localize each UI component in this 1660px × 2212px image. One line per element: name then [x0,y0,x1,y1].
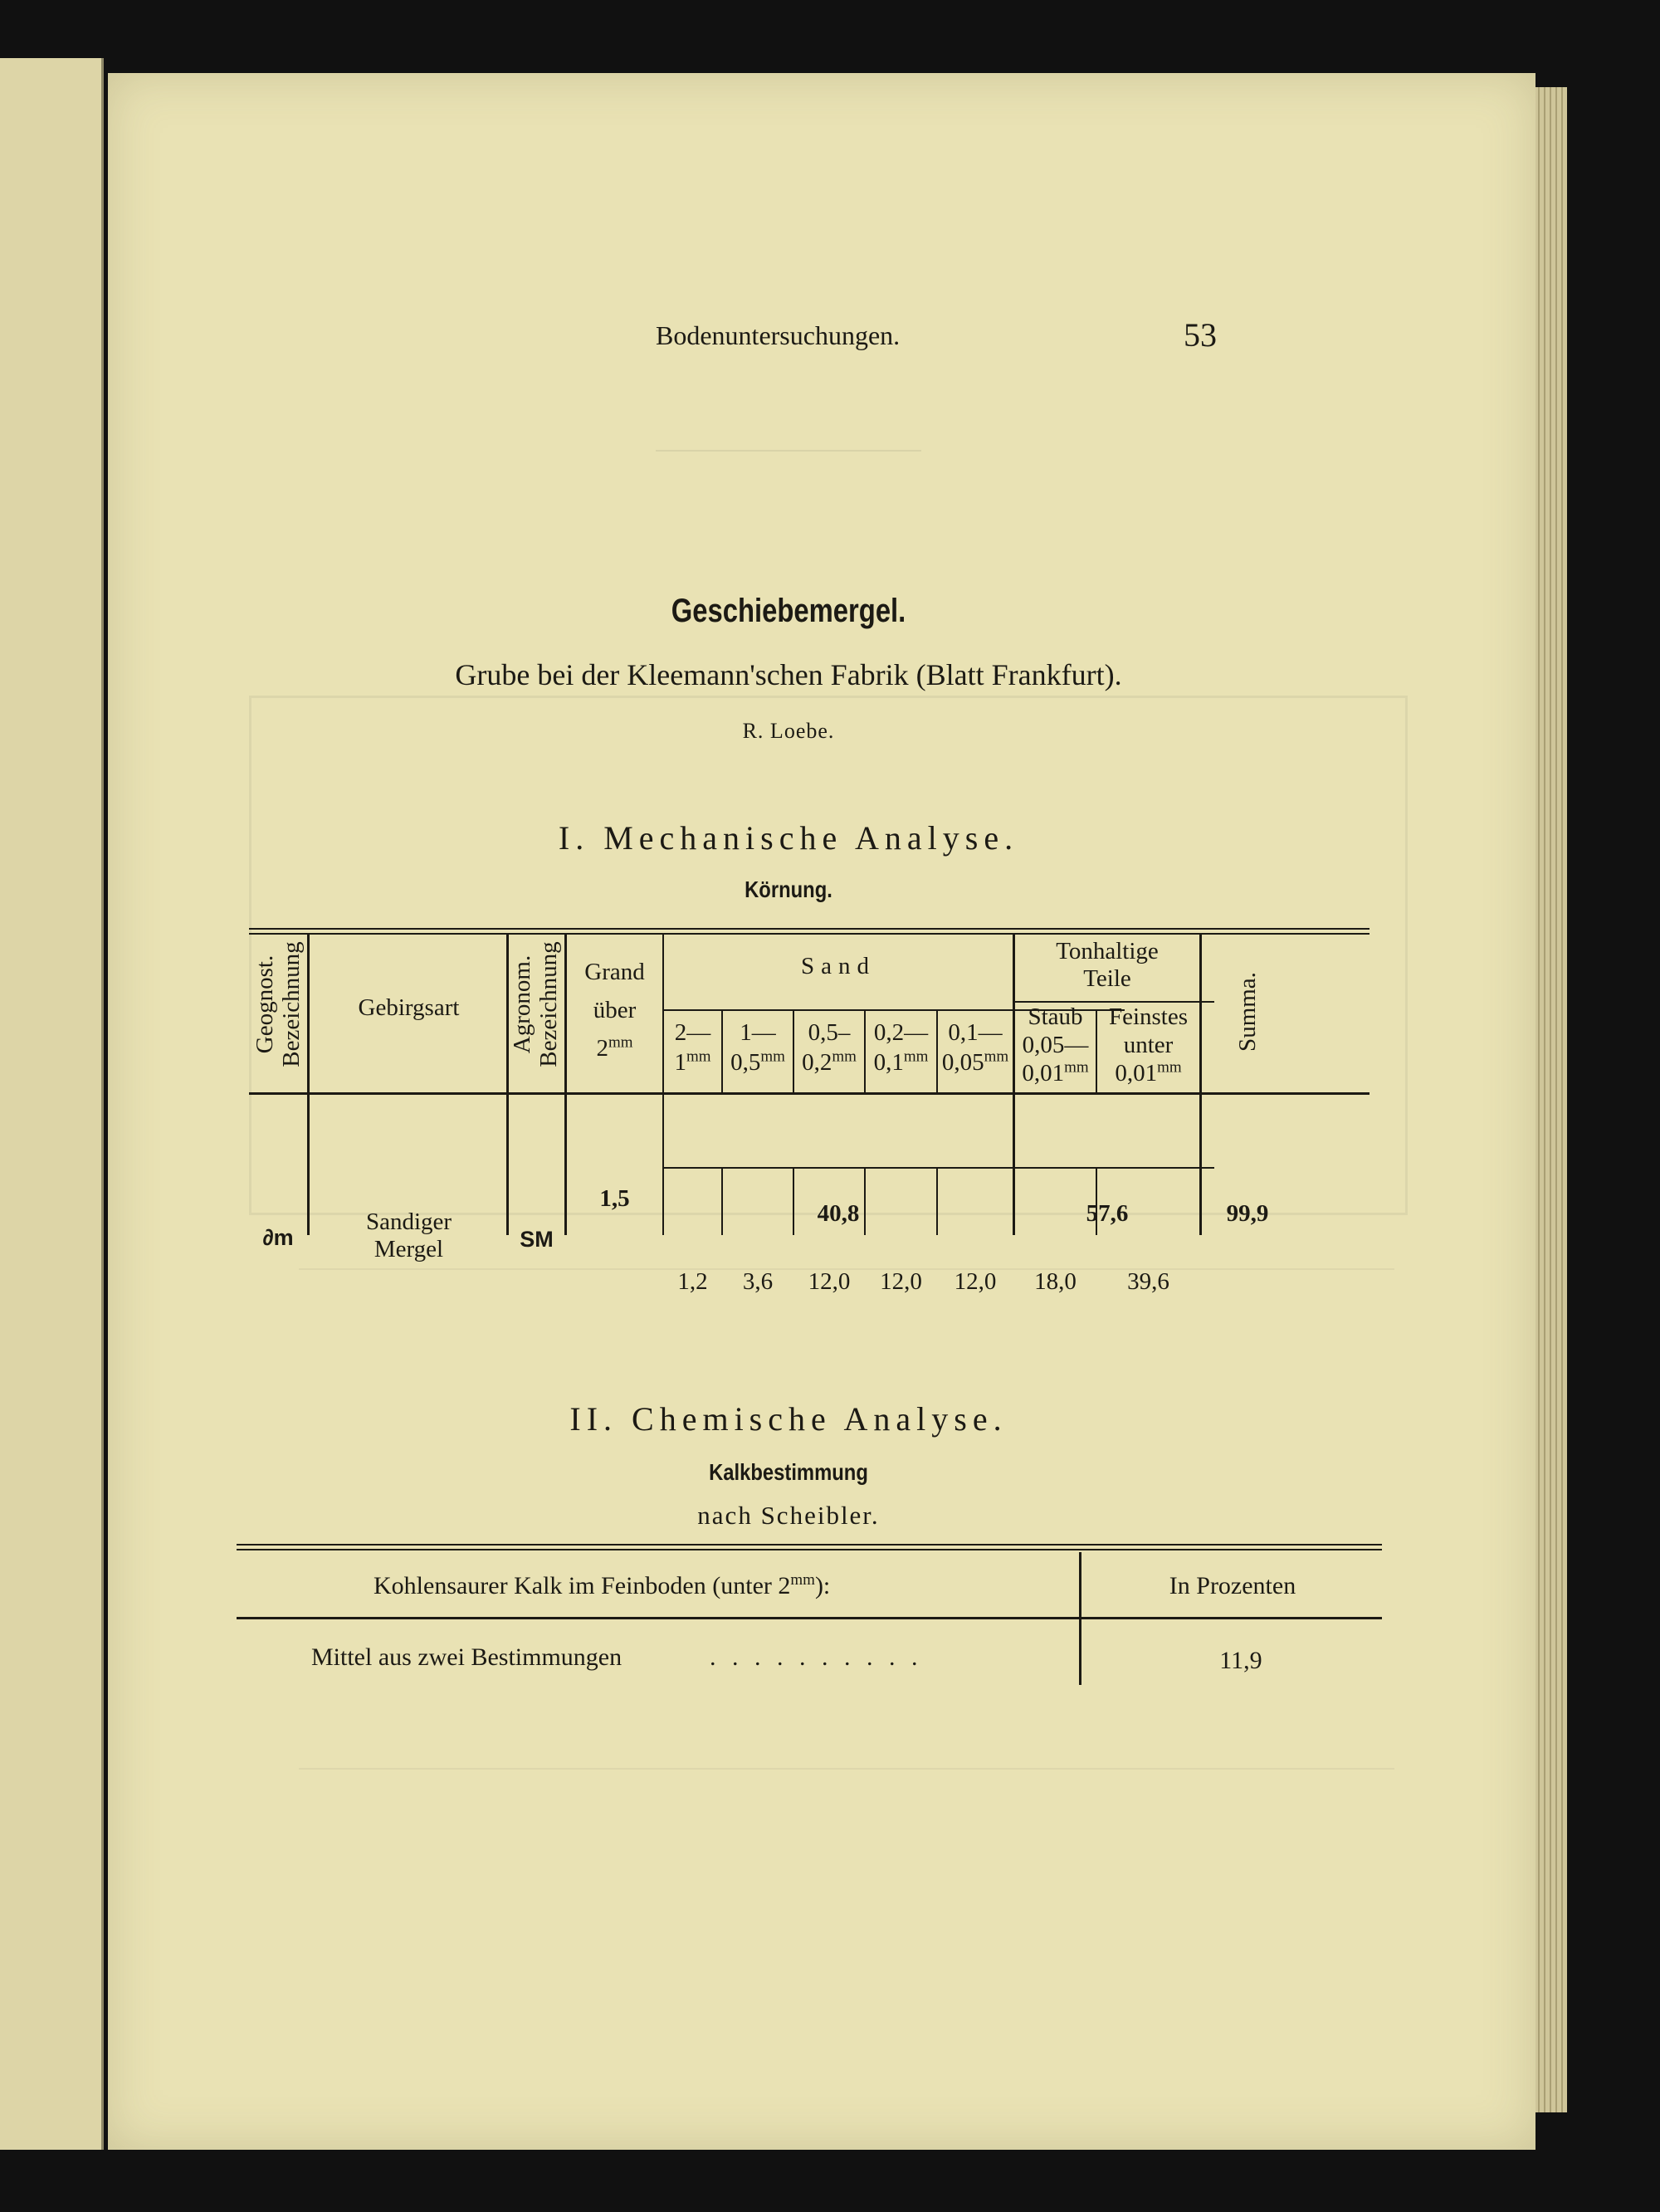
col-divider-16 [1199,935,1202,1235]
kalk-top-rule-2 [237,1549,1382,1550]
section-heading-chemische-analyse: II. Chemische Analyse. [569,1400,1008,1438]
header-summa-text: Summa. [1234,972,1261,1052]
kalk-row-leader-dots: . . . . . . . . . . [710,1643,923,1671]
kalk-row-label: Mittel aus zwei Bestimmungen [311,1643,622,1671]
header-staub-line1: Staub [1028,1003,1083,1030]
kalk-label-text: Kohlensaurer Kalk im Feinboden (unter 2 [374,1572,791,1599]
adjacent-page-edge [0,58,104,2150]
header-staub-line2: 0,05— [1022,1032,1089,1058]
header-feinstes-line2: unter [1123,1032,1174,1058]
row-geognost: ∂m [262,1225,294,1250]
book-page [108,73,1536,2150]
author: R. Loebe. [742,719,835,743]
method-note: nach Scheibler. [697,1501,880,1530]
sand-col-5-top: 0,1— [948,1019,1003,1046]
section-subheading-koernung: Körnung. [745,876,832,902]
row-staub: 18,0 [1034,1268,1077,1295]
sand-col-3-bottom: 0,2 [802,1049,832,1076]
row-sand-total: 40,8 [817,1200,860,1227]
row-gebirgsart-line1: Sandiger [365,1209,452,1235]
unit-mm: mm [984,1047,1009,1066]
header-sand-col-5 [938,1018,1013,1077]
kalk-top-rule [237,1544,1382,1545]
header-feinstes-line1: Feinstes [1108,1003,1189,1030]
header-tonhaltige-line1: Tonhaltige [1056,938,1159,964]
header-sand-col-3 [794,1018,864,1077]
row-sand-col-3: 12,0 [808,1268,851,1295]
subtitle: Grube bei der Kleemann'schen Fabrik (Blatt Frankfurt). [455,658,1122,691]
row-gebirgsart [311,1209,506,1263]
running-head: Bodenuntersuchungen. [656,320,901,350]
kalk-label-end: ): [814,1572,831,1599]
table-top-rule [249,928,1370,930]
unit-mm: mm [760,1047,785,1066]
section-subheading-kalkbestimmung: Kalkbestimmung [709,1459,868,1485]
row-summa: 99,9 [1226,1200,1269,1227]
row-grand: 1,5 [599,1185,630,1212]
bleed-through-title [656,422,921,452]
sand-col-1-top: 2— [674,1019,711,1046]
row-sand-col-5: 12,0 [954,1268,997,1295]
header-grand-size: 2 [596,1035,608,1062]
kalk-row-value: 11,9 [1219,1647,1262,1674]
sand-col-3-top: 0,5– [808,1019,851,1046]
kalk-header-rule [237,1617,1382,1619]
unit-mm: mm [1064,1058,1089,1077]
page-number: 53 [1184,316,1217,354]
header-feinstes-line3: 0,01 [1115,1060,1158,1086]
sand-col-2-top: 1— [740,1019,776,1046]
header-staub-line3: 0,01 [1022,1060,1065,1086]
sand-col-2-bottom: 0,5 [730,1049,761,1076]
unit-mm: mm [1157,1058,1182,1077]
unit-mm: mm [832,1047,857,1066]
row-feinstes: 39,6 [1127,1268,1169,1295]
sand-total-rule [664,1167,1013,1169]
row-tonhaltige-total: 57,6 [1086,1200,1129,1227]
section-heading-mechanische-analyse: I. Mechanische Analyse. [558,819,1019,857]
row-agronom: SM [520,1227,554,1252]
header-staub [1015,1003,1096,1087]
unit-mm: mm [608,1033,633,1052]
sand-col-4-bottom: 0,1 [873,1049,904,1076]
header-grand-line2: über [593,997,637,1023]
header-grand-line3 [567,1029,662,1067]
header-feinstes [1097,1003,1199,1087]
kalk-label [374,1572,830,1600]
header-tonhaltige-line2: Teile [1083,965,1131,992]
header-sand-col-1 [664,1018,721,1077]
header-geognost-text: Geognost. Bezeichnung [251,941,305,1067]
header-tonhaltige [1015,938,1199,993]
page-title: Geschiebemergel. [671,593,906,629]
ton-total-rule [1015,1167,1214,1169]
kalk-label-unit: mm [790,1571,815,1589]
header-gebirgsart: Gebirgsart [358,994,460,1021]
sand-col-1-bottom: 1 [674,1049,686,1076]
header-sand: Sand [801,953,876,979]
header-sand-col-4 [866,1018,936,1077]
header-summa [1202,972,1293,1052]
unit-mm: mm [686,1047,711,1066]
row-sand-col-2: 3,6 [742,1268,774,1295]
header-agronom-text: Agronom. Bezeichnung [509,941,562,1067]
sand-col-4-top: 0,2— [873,1019,929,1046]
row-sand-col-1: 1,2 [677,1268,708,1295]
sand-col-5-bottom: 0,05 [941,1049,984,1076]
header-grand-line1: Grand [584,959,645,985]
kalk-col-divider [1079,1552,1081,1685]
unit-mm: mm [903,1047,929,1066]
row-sand-col-4: 12,0 [880,1268,922,1295]
kalk-column-header: In Prozenten [1169,1572,1296,1599]
row-gebirgsart-line2: Mergel [374,1236,444,1262]
header-grand [567,953,662,1067]
header-sand-col-2 [723,1018,793,1077]
